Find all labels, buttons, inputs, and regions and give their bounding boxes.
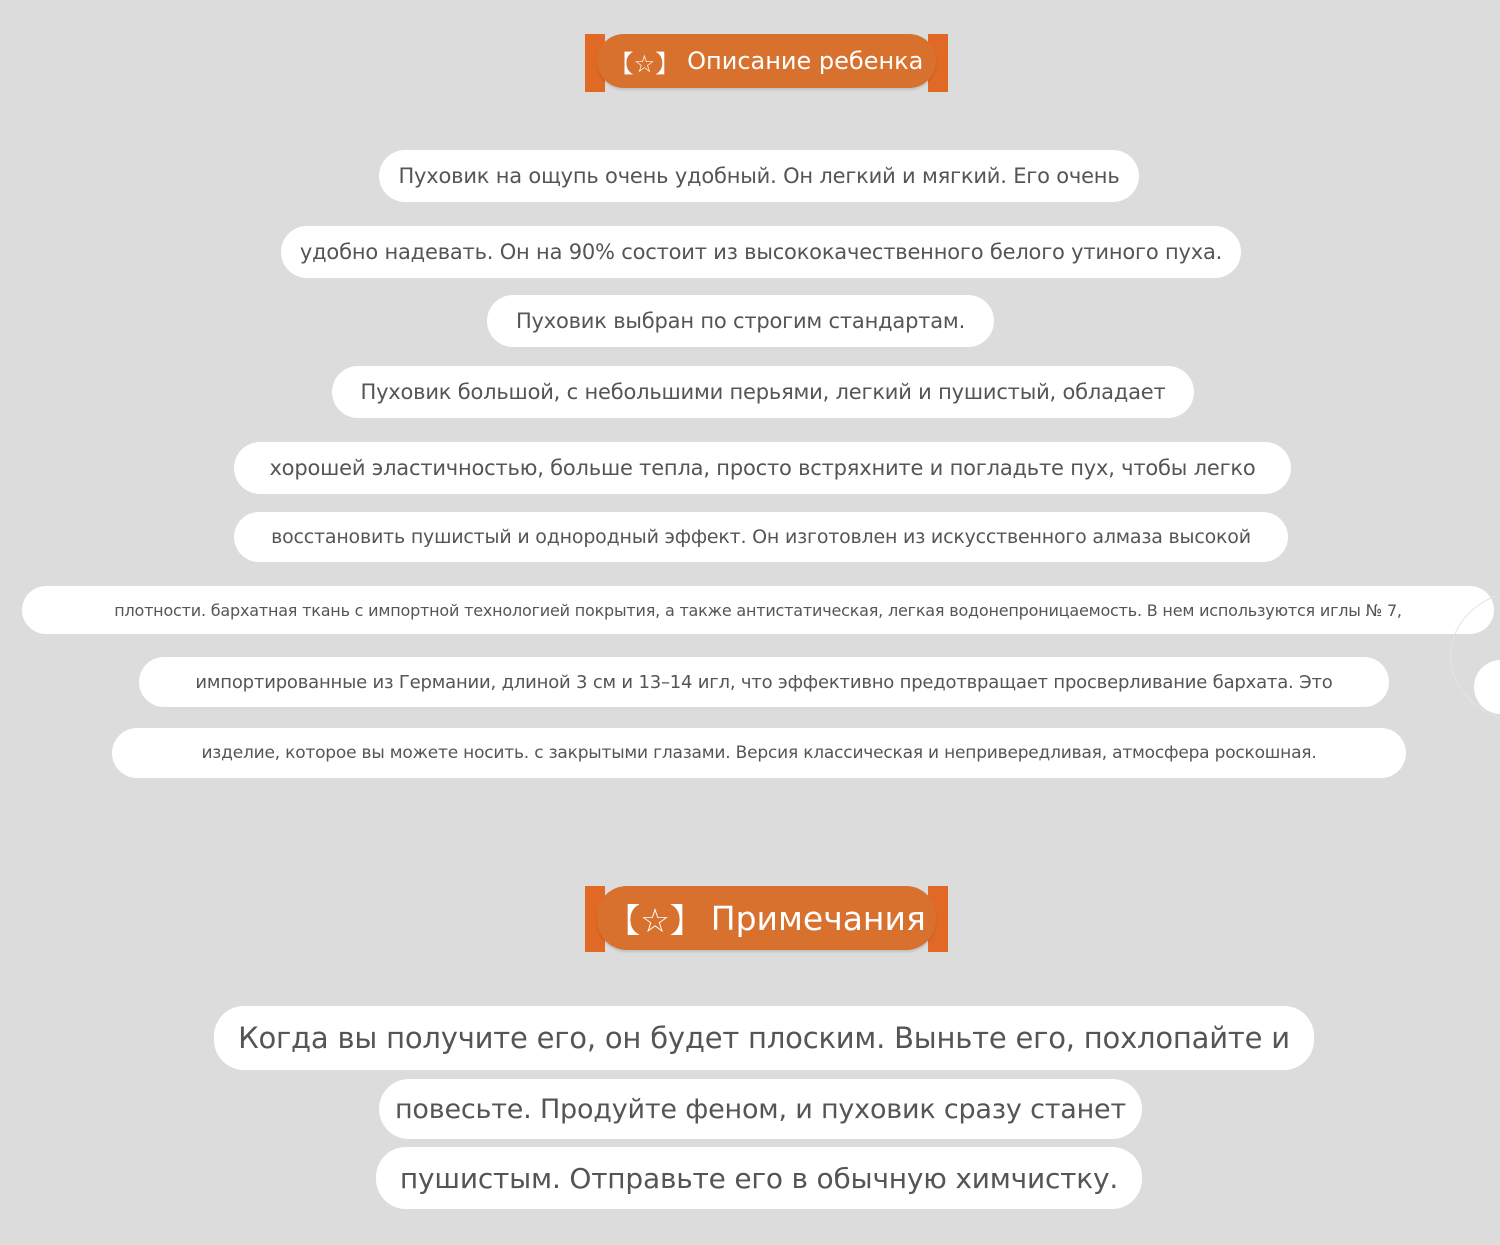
- header-pill: [597, 886, 936, 950]
- notes-line-3: пушистым. Отправьте его в обычную химчистку.: [376, 1147, 1142, 1209]
- section-header-notes: [585, 886, 948, 952]
- star-icon: 【☆】: [607, 900, 703, 940]
- description-line-7: плотности. бархатная ткань с импортной технологией покрытия, а также антистатическая, легкая водонепроницаемость. В нем используются иглы № 7,: [22, 586, 1494, 634]
- description-line-6: восстановить пушистый и однородный эффект. Он изготовлен из искусственного алмаза высокой: [234, 512, 1288, 562]
- description-line-3: Пуховик выбран по строгим стандартам.: [487, 295, 994, 347]
- star-icon: 【☆】: [609, 49, 680, 78]
- notes-line-1: Когда вы получите его, он будет плоским. Выньте его, похлопайте и: [214, 1006, 1314, 1070]
- description-line-9: изделие, которое вы можете носить. с закрытыми глазами. Версия классическая и непривередливая, атмосфера роскошная.: [112, 728, 1406, 778]
- section-title: Примечания: [710, 898, 926, 938]
- description-line-8: импортированные из Германии, длиной 3 см и 13–14 игл, что эффективно предотвращает просверливание бархата. Это: [139, 657, 1389, 707]
- notes-line-2: повесьте. Продуйте феном, и пуховик сразу станет: [379, 1079, 1142, 1139]
- header-pill: [597, 34, 936, 88]
- description-line-2: удобно надевать. Он на 90% состоит из высококачественного белого утиного пуха.: [281, 226, 1241, 278]
- section-title: Описание ребенка: [687, 47, 924, 75]
- description-line-1: Пуховик на ощупь очень удобный. Он легкий и мягкий. Его очень: [379, 150, 1139, 202]
- description-line-5: хорошей эластичностью, больше тепла, просто встряхните и погладьте пух, чтобы легко: [234, 442, 1291, 494]
- description-line-4: Пуховик большой, с небольшими перьями, легкий и пушистый, обладает: [332, 366, 1194, 418]
- section-header-child-description: [585, 34, 948, 90]
